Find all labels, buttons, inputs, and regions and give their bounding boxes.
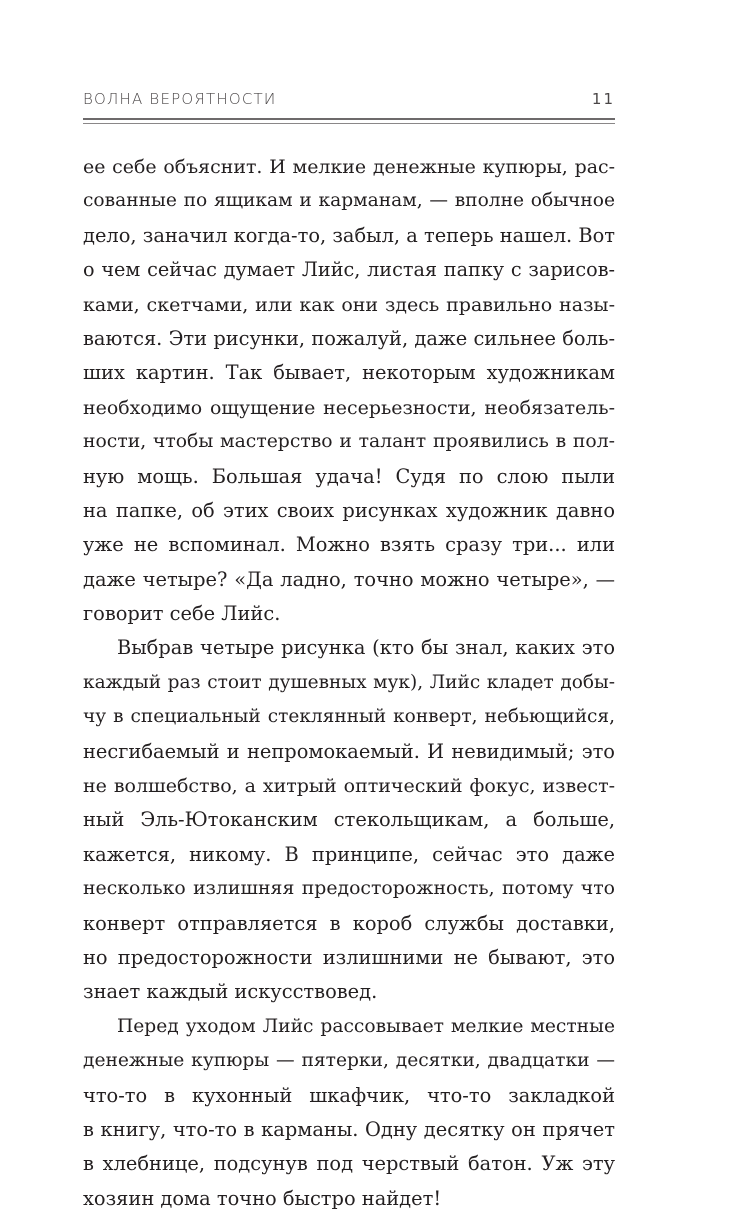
text-line: денежные купюры — пятерки, десятки, двадцатки — (83, 1050, 615, 1072)
text-line: конверт отправляется в короб службы доставки, (83, 911, 615, 935)
text-line: каждый раз стоит душевных мук), Лийс кладет добы- (83, 671, 615, 693)
running-head: ВОЛНА ВЕРОЯТНОСТИ (83, 90, 277, 108)
text-line: в хлебнице, подсунув под черствый батон. Уж эту (83, 1152, 615, 1176)
text-line: ности, чтобы мастерство и талант проявились в пол- (83, 431, 615, 453)
text-line: ками, скетчами, или как они здесь правильно назы- (83, 293, 615, 316)
text-line: не волшебство, а хитрый оптический фокус, извест- (83, 775, 615, 798)
paragraph (83, 631, 615, 1009)
text-line: несгибаемый и непромокаемый. И невидимый; это (83, 739, 615, 763)
text-line: что-то в кухонный шкафчик, что-то закладкой (83, 1083, 615, 1107)
body-text (83, 150, 615, 1216)
header-rule-thin (83, 123, 615, 124)
paragraph (83, 1010, 615, 1216)
text-line: ный Эль-Ютоканским стекольщикам, а больше, (83, 808, 615, 832)
text-line: ее себе объяснит. И мелкие денежные купюры, рас- (83, 156, 615, 178)
page-header (83, 90, 615, 114)
text-line: ную мощь. Большая удача! Судя по слою пыли (83, 464, 615, 488)
text-line: Перед уходом Лийс рассовывает мелкие местные (117, 1015, 615, 1037)
text-line: хозяин дома точно быстро найдет! (83, 1186, 442, 1210)
text-line: кажется, никому. В принципе, сейчас это даже (83, 842, 615, 866)
text-line: ваются. Эти рисунки, пожалуй, даже сильнее боль- (83, 326, 615, 350)
text-line: Выбрав четыре рисунка (кто бы знал, каких это (117, 636, 615, 660)
header-rule-thick (83, 118, 615, 120)
text-line: на папке, об этих своих рисунках художник давно (83, 498, 615, 522)
text-line: говорит себе Лийс. (83, 602, 281, 626)
page-number: 11 (591, 90, 615, 108)
text-line: о чем сейчас думает Лийс, листая папку с зарисов- (83, 258, 615, 282)
text-line: даже четыре? «Да ладно, точно можно четыре», — (83, 567, 615, 591)
text-line: дело, заначил когда-то, забыл, а теперь нашел. Вот (83, 223, 615, 247)
text-line: необходимо ощущение несерьезности, необязатель- (83, 396, 615, 419)
text-line: в книгу, что-то в карманы. Одну десятку он прячет (83, 1117, 615, 1141)
text-line: чу в специальный стеклянный конверт, небьющийся, (83, 706, 615, 728)
text-line: несколько излишняя предосторожность, потому что (83, 878, 615, 900)
text-line: сованные по ящикам и карманам, — вполне обычное (83, 190, 615, 212)
paragraph (83, 150, 615, 631)
text-line: уже не вспоминал. Можно взять сразу три... или (83, 533, 615, 557)
text-line: но предосторожности излишними не бывают, это (83, 945, 615, 969)
text-line: ших картин. Так бывает, некоторым художникам (83, 361, 615, 385)
text-line: знает каждый искусствовед. (83, 980, 378, 1004)
